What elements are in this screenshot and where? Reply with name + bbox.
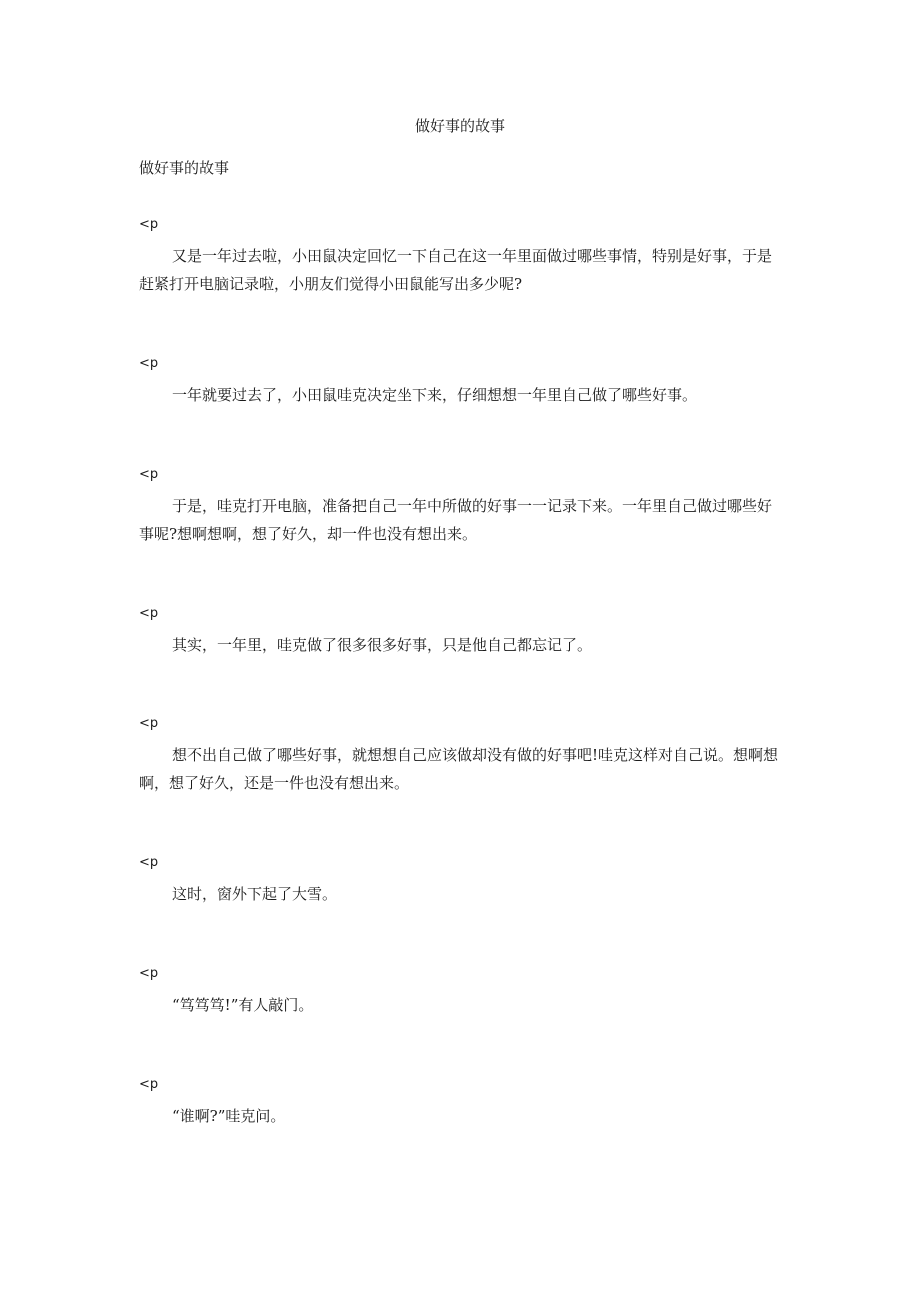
p-tag-marker: <p: [139, 966, 159, 981]
paragraph-block-2: [139, 355, 784, 409]
paragraph-block-4: [139, 605, 784, 659]
story-paragraph: 一年就要过去了，小田鼠哇克决定坐下来，仔细想想一年里自己做了哪些好事。: [172, 386, 698, 404]
paragraph-block-1: [139, 216, 784, 298]
p-tag-marker: <p: [139, 217, 159, 232]
paragraph-block-7: [139, 965, 784, 1019]
p-tag-marker: <p: [139, 356, 159, 371]
paragraph-block-8: [139, 1076, 784, 1130]
p-tag-marker: <p: [139, 606, 159, 621]
document-subtitle: 做好事的故事: [139, 159, 230, 177]
p-tag-marker: <p: [139, 1077, 159, 1092]
p-tag-marker: <p: [139, 716, 159, 731]
story-paragraph: 想不出自己做了哪些好事，就想想自己应该做却没有做的好事吧!哇克这样对自己说。想啊想啊，想了好久，还是一件也没有想出来。: [139, 746, 779, 792]
story-paragraph: 其实，一年里，哇克做了很多很多好事，只是他自己都忘记了。: [172, 636, 593, 654]
paragraph-block-3: [139, 466, 784, 548]
story-paragraph: 于是，哇克打开电脑，准备把自己一年中所做的好事一一记录下来。一年里自己做过哪些好事呢?想啊想啊，想了好久，却一件也没有想出来。: [139, 497, 773, 543]
document-title: 做好事的故事: [414, 117, 505, 135]
p-tag-marker: <p: [139, 855, 159, 870]
p-tag-marker: <p: [139, 467, 159, 482]
paragraph-block-6: [139, 854, 784, 908]
story-paragraph: “笃笃笃!”有人敲门。: [172, 996, 314, 1014]
story-paragraph: 这时，窗外下起了大雪。: [172, 885, 338, 903]
story-paragraph: “谁啊?”哇克问。: [172, 1107, 286, 1125]
story-paragraph: 又是一年过去啦，小田鼠决定回忆一下自己在这一年里面做过哪些事情，特别是好事，于是赶紧打开电脑记录啦，小朋友们觉得小田鼠能写出多少呢?: [139, 247, 773, 293]
paragraph-block-5: [139, 715, 784, 797]
